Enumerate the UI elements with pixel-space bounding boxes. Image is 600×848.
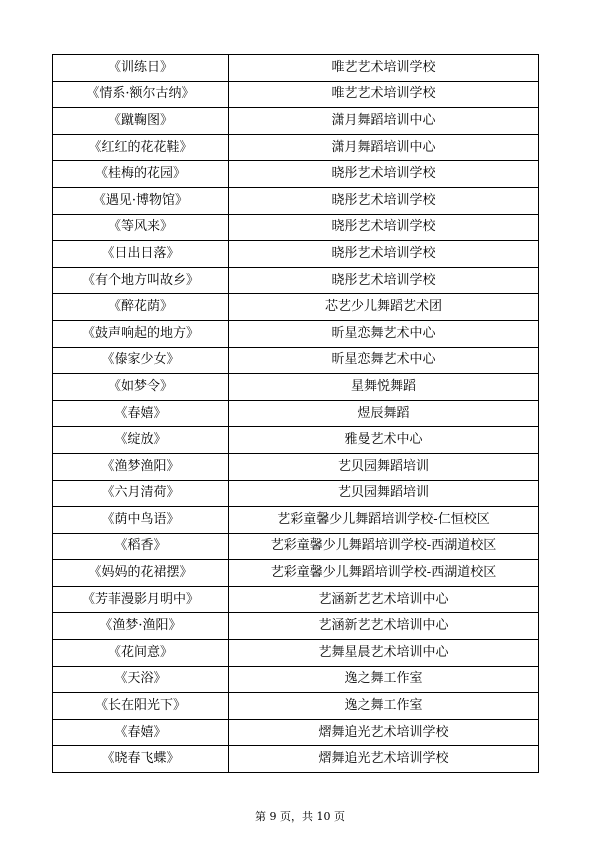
- table-row: [53, 267, 539, 294]
- table-row: [53, 613, 539, 640]
- work-title-cell: 《渔梦渔阳》: [53, 453, 229, 480]
- table-row: [53, 55, 539, 82]
- work-title-cell: 《鼓声响起的地方》: [53, 320, 229, 347]
- organization-cell: 昕星恋舞艺术中心: [229, 347, 539, 374]
- table-row: [53, 294, 539, 321]
- organization-cell: 芯艺少儿舞蹈艺术团: [229, 294, 539, 321]
- organization-cell: 唯艺艺术培训学校: [229, 55, 539, 82]
- organization-cell: 煜辰舞蹈: [229, 400, 539, 427]
- table-row: [53, 81, 539, 108]
- work-title-cell: 《傣家少女》: [53, 347, 229, 374]
- organization-cell: 晓彤艺术培训学校: [229, 161, 539, 188]
- work-title-cell: 《醉花荫》: [53, 294, 229, 321]
- organization-cell: 晓彤艺术培训学校: [229, 187, 539, 214]
- table-row: [53, 560, 539, 587]
- work-title-cell: 《桂梅的花园》: [53, 161, 229, 188]
- organization-cell: 艺贝园舞蹈培训: [229, 453, 539, 480]
- table-row: [53, 719, 539, 746]
- work-title-cell: 《稻香》: [53, 533, 229, 560]
- organization-cell: 潇月舞蹈培训中心: [229, 134, 539, 161]
- organization-cell: 艺涵新艺艺术培训中心: [229, 586, 539, 613]
- work-title-cell: 《花间意》: [53, 640, 229, 667]
- organization-cell: 星舞悦舞蹈: [229, 374, 539, 401]
- table-row: [53, 480, 539, 507]
- organization-cell: 艺涵新艺艺术培训中心: [229, 613, 539, 640]
- table-row: [53, 533, 539, 560]
- organization-cell: 熠舞追光艺术培训学校: [229, 719, 539, 746]
- organization-cell: 潇月舞蹈培训中心: [229, 108, 539, 135]
- table-row: [53, 374, 539, 401]
- work-title-cell: 《渔梦·渔阳》: [53, 613, 229, 640]
- organization-cell: 晓彤艺术培训学校: [229, 267, 539, 294]
- table-row: [53, 187, 539, 214]
- organization-cell: 唯艺艺术培训学校: [229, 81, 539, 108]
- table-row: [53, 693, 539, 720]
- table-row: [53, 453, 539, 480]
- table-row: [53, 666, 539, 693]
- organization-cell: 艺彩童馨少儿舞蹈培训学校-西湖道校区: [229, 560, 539, 587]
- work-title-cell: 《训练日》: [53, 55, 229, 82]
- table-row: [53, 640, 539, 667]
- organization-cell: 艺彩童馨少儿舞蹈培训学校-仁恒校区: [229, 507, 539, 534]
- organization-cell: 昕星恋舞艺术中心: [229, 320, 539, 347]
- organization-cell: 艺彩童馨少儿舞蹈培训学校-西湖道校区: [229, 533, 539, 560]
- organization-cell: 逸之舞工作室: [229, 693, 539, 720]
- table-row: [53, 161, 539, 188]
- work-title-cell: 《有个地方叫故乡》: [53, 267, 229, 294]
- table-row: [53, 507, 539, 534]
- work-title-cell: 《红红的花花鞋》: [53, 134, 229, 161]
- entries-table-body: [53, 55, 539, 773]
- table-row: [53, 347, 539, 374]
- work-title-cell: 《日出日落》: [53, 241, 229, 268]
- work-title-cell: 《六月清荷》: [53, 480, 229, 507]
- organization-cell: 雅曼艺术中心: [229, 427, 539, 454]
- organization-cell: 晓彤艺术培训学校: [229, 214, 539, 241]
- work-title-cell: 《长在阳光下》: [53, 693, 229, 720]
- work-title-cell: 《天浴》: [53, 666, 229, 693]
- table-row: [53, 427, 539, 454]
- work-title-cell: 《等风来》: [53, 214, 229, 241]
- table-row: [53, 134, 539, 161]
- work-title-cell: 《绽放》: [53, 427, 229, 454]
- organization-cell: 艺贝园舞蹈培训: [229, 480, 539, 507]
- organization-cell: 艺舞星晨艺术培训中心: [229, 640, 539, 667]
- table-row: [53, 746, 539, 773]
- work-title-cell: 《春嬉》: [53, 400, 229, 427]
- table-row: [53, 400, 539, 427]
- work-title-cell: 《妈妈的花裙摆》: [53, 560, 229, 587]
- work-title-cell: 《晓春飞蝶》: [53, 746, 229, 773]
- work-title-cell: 《蹴鞠图》: [53, 108, 229, 135]
- organization-cell: 熠舞追光艺术培训学校: [229, 746, 539, 773]
- work-title-cell: 《如梦令》: [53, 374, 229, 401]
- work-title-cell: 《芳菲漫影月明中》: [53, 586, 229, 613]
- work-title-cell: 《遇见·博物馆》: [53, 187, 229, 214]
- table-row: [53, 108, 539, 135]
- work-title-cell: 《情系·额尔古纳》: [53, 81, 229, 108]
- page-number-footer: 第 9 页，共 10 页: [255, 810, 345, 823]
- table-row: [53, 320, 539, 347]
- organization-cell: 逸之舞工作室: [229, 666, 539, 693]
- entries-table: [52, 54, 539, 773]
- table-row: [53, 241, 539, 268]
- table-row: [53, 214, 539, 241]
- organization-cell: 晓彤艺术培训学校: [229, 241, 539, 268]
- work-title-cell: 《荫中鸟语》: [53, 507, 229, 534]
- work-title-cell: 《春嬉》: [53, 719, 229, 746]
- table-row: [53, 586, 539, 613]
